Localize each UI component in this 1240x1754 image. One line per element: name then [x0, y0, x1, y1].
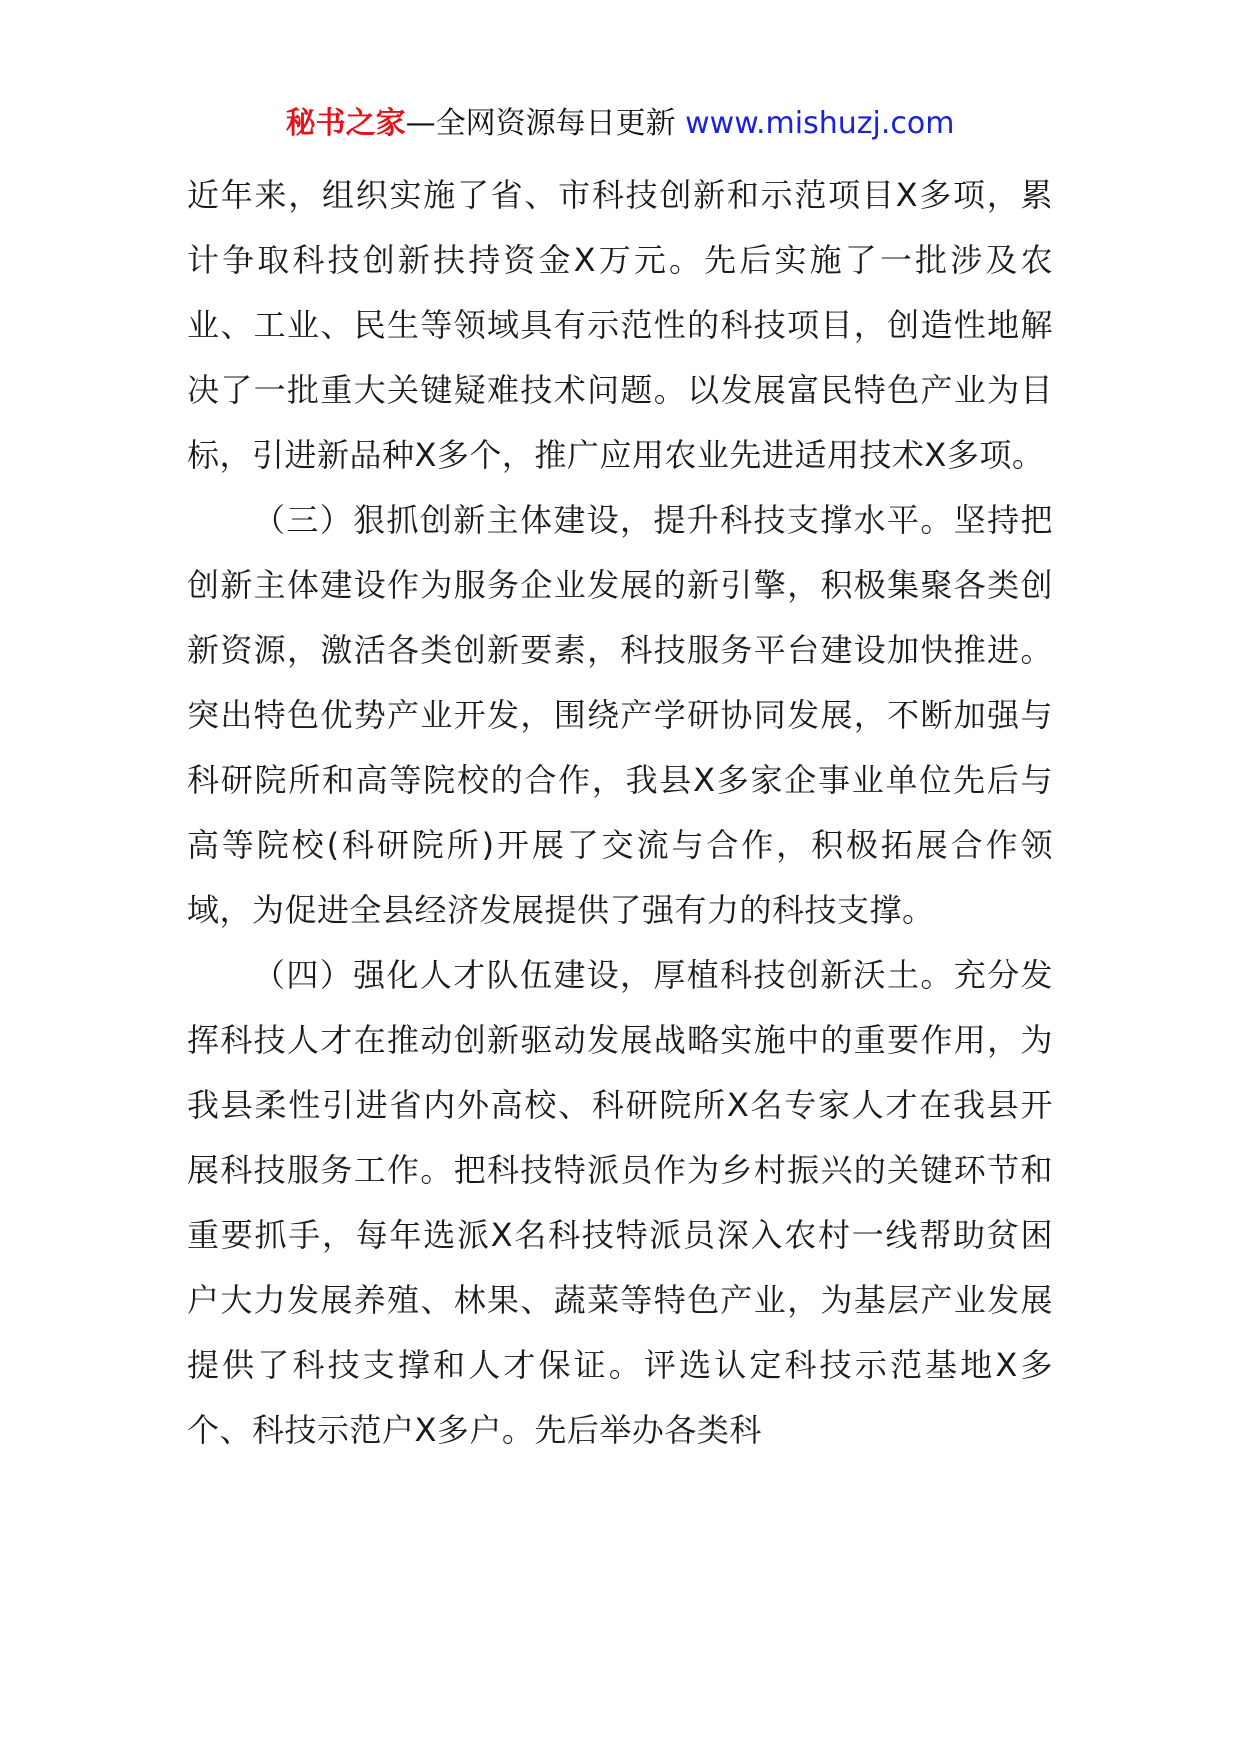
site-header	[0, 100, 1240, 148]
paragraph-section-4: （四）强化人才队伍建设，厚植科技创新沃土。充分发挥科技人才在推动创新驱动发展战略实施中的重要作用，为我县柔性引进省内外高校、科研院所X名专家人才在我县开展科技服务工作。把科技特派员作为乡村振兴的关键环节和重要抓手，每年选派X名科技特派员深入农村一线帮助贫困户大力发展养殖、林果、蔬菜等特色产业，为基层产业发展提供了科技支撑和人才保证。评选认定科技示范基地X多个、科技示范户X多户。先后举办各类科	[187, 956, 1053, 1449]
header-tagline: —全网资源每日更新	[405, 106, 676, 141]
document-body	[187, 163, 1053, 1463]
brand-name: 秘书之家	[285, 106, 406, 141]
paragraph-intro: 近年来，组织实施了省、市科技创新和示范项目X多项，累计争取科技创新扶持资金X万元。先后实施了一批涉及农业、工业、民生等领域具有示范性的科技项目，创造性地解决了一批重大关键疑难技术问题。以发展富民特色产业为目标，引进新品种X多个，推广应用农业先进适用技术X多项。	[187, 176, 1053, 474]
paragraph-section-3: （三）狠抓创新主体建设，提升科技支撑水平。坚持把创新主体建设作为服务企业发展的新引擎，积极集聚各类创新资源，激活各类创新要素，科技服务平台建设加快推进。突出特色优势产业开发，围绕产学研协同发展，不断加强与科研院所和高等院校的合作，我县X多家企事业单位先后与高等院校(科研院所)开展了交流与合作，积极拓展合作领域，为促进全县经济发展提供了强有力的科技支撑。	[187, 501, 1053, 929]
site-url-link[interactable]: www.mishuzj.com	[685, 106, 955, 141]
